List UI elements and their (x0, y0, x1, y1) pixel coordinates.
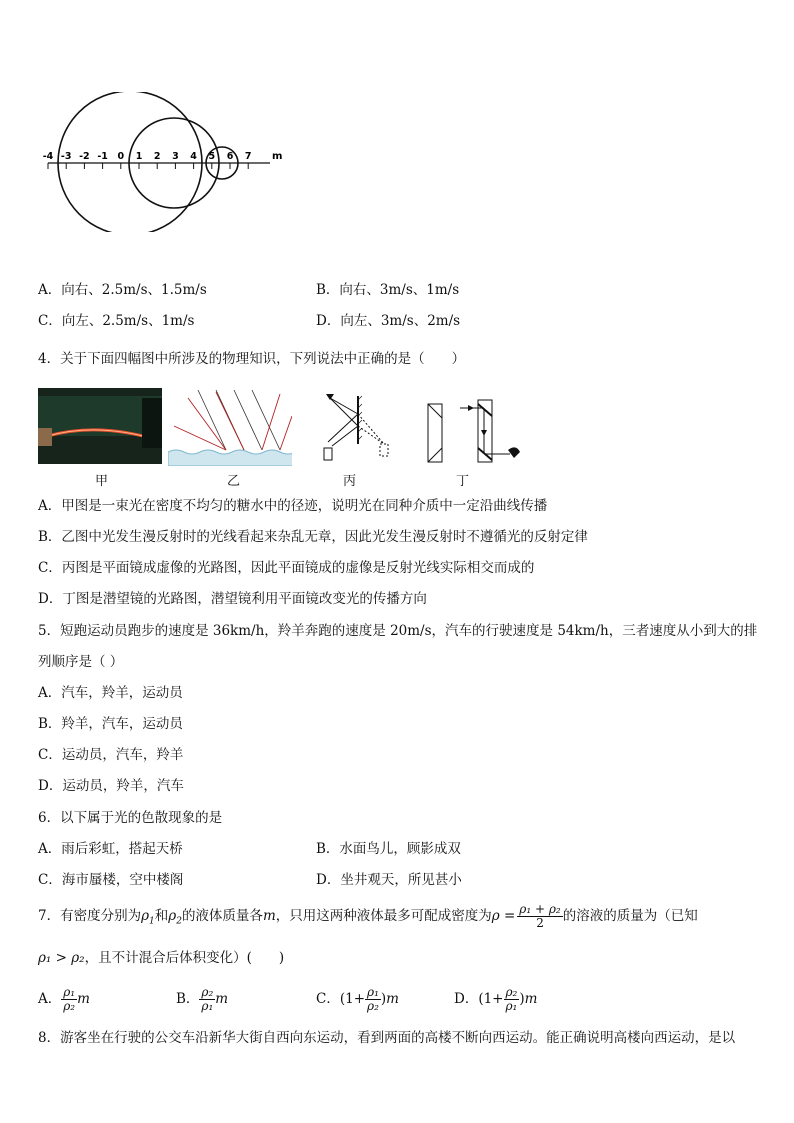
tick-label: 0 (117, 151, 125, 162)
q3-option-c: C．向左、2.5m/s、1m/s (38, 313, 195, 329)
tick-label: -4 (42, 151, 54, 162)
q7-option-b: B． $\frac{\text{ρ₂}}{\text{ρ₁}}$ m (176, 985, 229, 1013)
figure-jia-photo (38, 388, 162, 464)
tick-label: 7 (244, 151, 252, 162)
tick-label: 6 (226, 151, 234, 162)
q7-stem-line1 (38, 898, 698, 934)
unit-label: m (272, 151, 283, 162)
q8-stem: 8．游客坐在行驶的公交车沿新华大街自西向东运动，看到两面的高楼不断向西运动。能正确说明高楼向西运动，是以 (38, 1030, 736, 1046)
q5-option-a: A．汽车，羚羊，运动员 (38, 685, 183, 701)
q6-stem: 6．以下属于光的色散现象的是 (38, 810, 223, 826)
q6-option-a: A．雨后彩虹，搭起天桥 (38, 841, 183, 857)
q3-option-a: A．向右、2.5m/s、1.5m/s (38, 282, 207, 298)
q5-option-c: C．运动员，汽车，羚羊 (38, 747, 184, 763)
q4-option-c: C．丙图是平面镜成虚像的光路图，因此平面镜成的虚像是反射光线实际相交而成的 (38, 560, 535, 576)
mixed-density-fraction: $\frac{\text{ρ₁ + ρ₂}}{2}$ (519, 902, 561, 930)
q7-option-c: C．(1+ $\frac{\text{ρ₁}}{\text{ρ₂}}$ )m (316, 985, 399, 1013)
wave-circles-figure (40, 92, 340, 232)
mass-symbol: m (262, 908, 276, 924)
q7-stem-line2 (38, 949, 284, 967)
q3-option-d: D．向左、3m/s、2m/s (316, 313, 461, 329)
q6-option-d: D．坐井观天，所见甚小 (316, 872, 462, 888)
tick-label: 2 (153, 151, 161, 162)
rho1: $\rho_1$ (141, 908, 155, 927)
caption-jia: 甲 (95, 474, 109, 489)
tick-label: -2 (79, 151, 90, 162)
q3-option-b: B．向右、3m/s、1m/s (316, 282, 460, 298)
figure-ding-periscope (420, 386, 530, 466)
tick-label: -1 (97, 151, 108, 162)
tick-label: 5 (208, 151, 216, 162)
q5-stem-line2: 列顺序是（ ） (38, 654, 124, 670)
q7-option-d: D．(1+ $\frac{\text{ρ₂}}{\text{ρ₁}}$ )m (454, 985, 538, 1013)
tick-label: 1 (135, 151, 143, 162)
tick-label: 3 (172, 151, 179, 162)
caption-ding: 丁 (456, 474, 470, 489)
rho-inequality: ρ₁ > ρ₂ (38, 950, 85, 966)
rho-eq: ρ = (491, 908, 516, 924)
caption-bing: 丙 (343, 474, 357, 489)
q7-text-6: ，且不计混合后体积变化）( ) (84, 950, 285, 966)
q4-option-b: B．乙图中光发生漫反射时的光线看起来杂乱无章，因此光发生漫反射时不遵循光的反射定律 (38, 529, 588, 545)
large-wave-circle (58, 92, 202, 232)
tick-label: 4 (190, 151, 197, 162)
q7-text-3: 的液体质量各 (181, 908, 263, 924)
q6-option-c: C．海市蜃楼，空中楼阁 (38, 872, 184, 888)
rho2: $\rho_2$ (168, 908, 182, 927)
figure-yi-diffuse-reflection (168, 386, 292, 466)
caption-yi: 乙 (227, 474, 241, 489)
q7-text-4: ，只用这两种液体最多可配成密度为 (275, 908, 492, 924)
q4-option-d: D．丁图是潜望镜的光路图，潜望镜利用平面镜改变光的传播方向 (38, 591, 427, 607)
q5-option-d: D．运动员，羚羊，汽车 (38, 778, 184, 794)
q7-text-1: 7．有密度分别为 (38, 908, 142, 924)
q7-text-5: 的溶液的质量为（已知 (562, 908, 698, 924)
tick-label: -3 (60, 151, 72, 162)
q5-option-b: B．羚羊，汽车，运动员 (38, 716, 183, 732)
q4-option-a: A．甲图是一束光在密度不均匀的糖水中的径迹，说明光在同种介质中一定沿曲线传播 (38, 498, 548, 514)
q4-stem: 4．关于下面四幅图中所涉及的物理知识，下列说法中正确的是（ ） (38, 351, 466, 367)
q7-option-a: A． $\frac{\text{ρ₁}}{\text{ρ₂}}$ m (38, 985, 90, 1013)
q7-text-2: 和 (154, 908, 169, 924)
figure-bing-plane-mirror (318, 386, 398, 466)
q5-stem-line1: 5．短跑运动员跑步的速度是 36km/h，羚羊奔跑的速度是 20m/s，汽车的行驶速度是 54km/h，三者速度从小到大的排 (38, 623, 758, 639)
q6-option-b: B．水面鸟儿，顾影成双 (316, 841, 461, 857)
